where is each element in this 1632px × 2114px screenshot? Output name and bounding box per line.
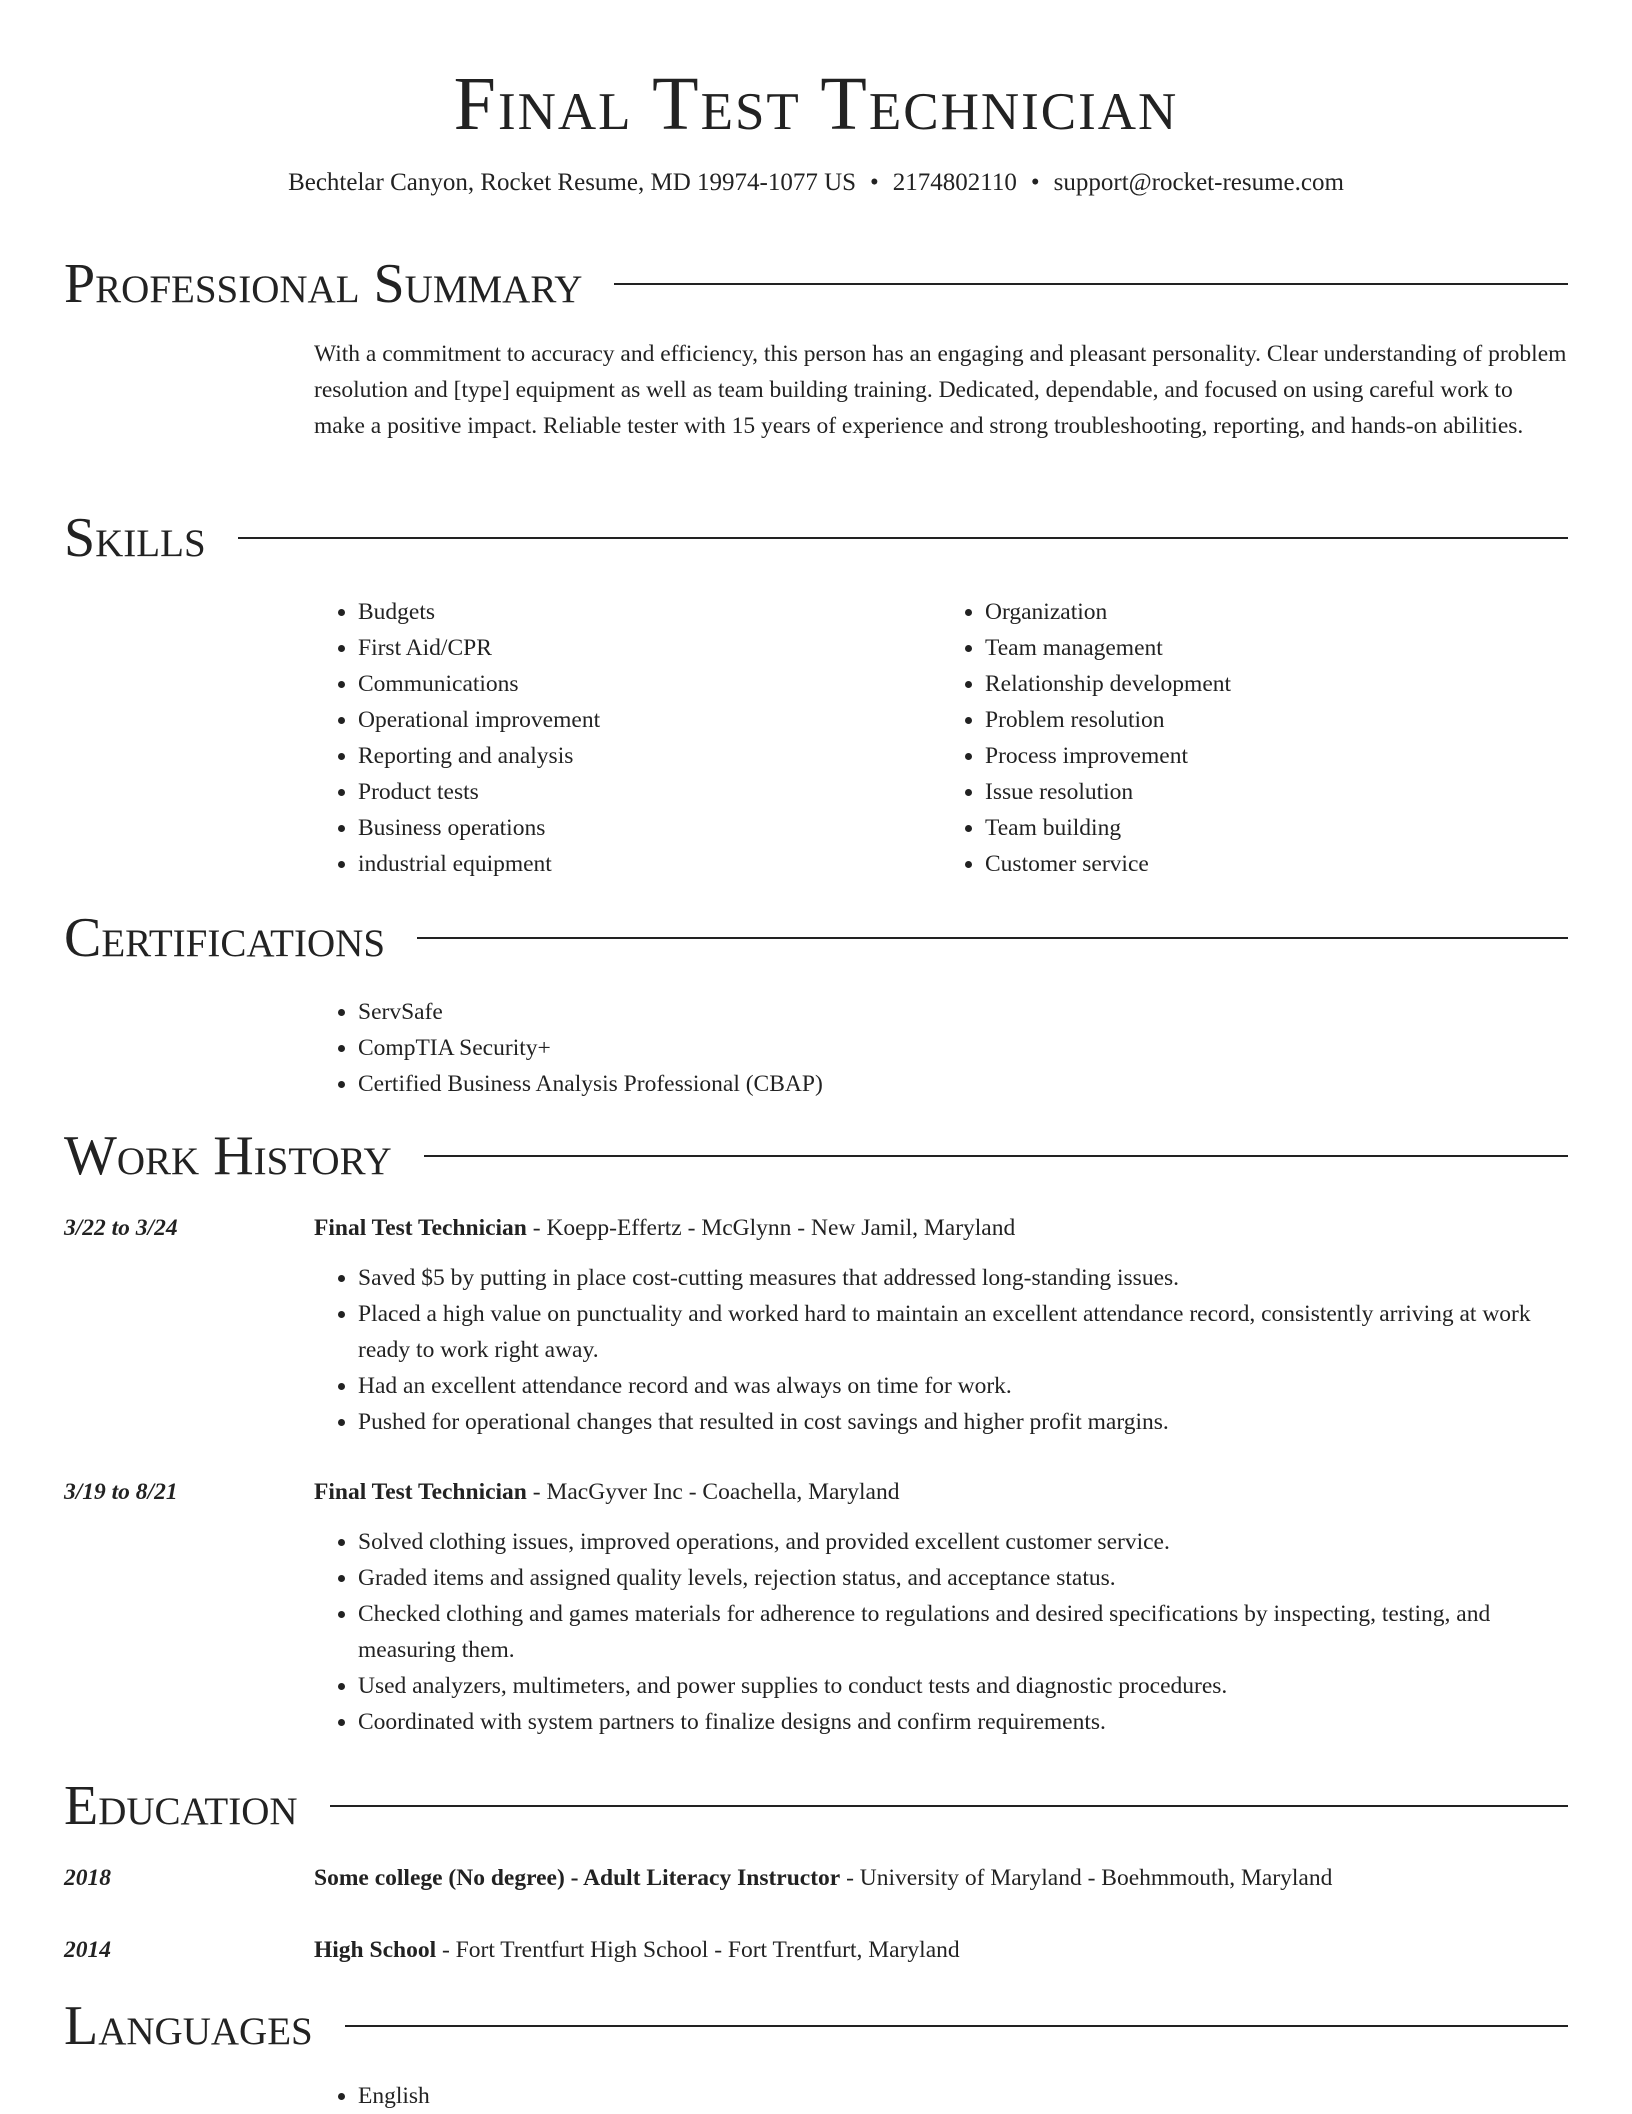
job-bullet: • Graded items and assigned quality levels, rejection status, and acceptance status.	[358, 1560, 1568, 1596]
work-history-header	[64, 1124, 1568, 1188]
education-school: - Fort Trentfurt High School - Fort Trentfurt, Maryland	[436, 1937, 960, 1963]
contact-email: support@rocket-resume.com	[1053, 169, 1344, 196]
education-year: 2014	[64, 1937, 111, 1963]
job-employer: - MacGyver Inc - Coachella, Maryland	[526, 1479, 900, 1505]
job-bullet: • Had an excellent attendance record and was always on time for work.	[358, 1368, 1568, 1404]
work-history-section	[64, 1124, 1568, 1740]
certifications-body	[314, 994, 1568, 1102]
skill-item: • Issue resolution	[985, 774, 1568, 810]
education-title: Education	[64, 1775, 298, 1837]
certifications-header	[64, 906, 1568, 970]
job-heading	[314, 1474, 1568, 1510]
job-employer: - Koepp-Effertz - McGlynn - New Jamil, Maryland	[526, 1215, 1016, 1241]
skill-item: • Product tests	[358, 774, 941, 810]
education-school: - University of Maryland - Boehmmouth, Maryland	[840, 1865, 1333, 1891]
job-header	[64, 1210, 1568, 1246]
work-history-title: Work History	[64, 1125, 392, 1187]
education-year: 2018	[64, 1865, 111, 1891]
skills-list-right	[941, 594, 1568, 882]
section-divider	[614, 283, 1568, 285]
contact-separator: •	[1030, 169, 1040, 196]
job-entry	[64, 1210, 1568, 1440]
languages-body	[314, 2078, 1568, 2114]
education-entry	[64, 1860, 1568, 1896]
job-title: Final Test Technician	[314, 1479, 527, 1505]
skill-item: • Problem resolution	[985, 702, 1568, 738]
section-divider	[345, 2025, 1568, 2027]
section-divider	[417, 937, 1568, 939]
certification-item: • Certified Business Analysis Professional (CBAP)	[358, 1066, 1568, 1102]
skill-item: • Business operations	[358, 810, 941, 846]
skill-item: • Team management	[985, 630, 1568, 666]
skills-title: Skills	[64, 507, 206, 569]
education-degree: Some college (No degree) - Adult Literacy Instructor	[314, 1865, 841, 1891]
section-divider	[238, 537, 1568, 539]
skill-item: • First Aid/CPR	[358, 630, 941, 666]
job-entry	[64, 1474, 1568, 1740]
summary-title: Professional Summary	[64, 253, 583, 315]
skill-item: • industrial equipment	[358, 846, 941, 882]
job-bullet: • Checked clothing and games materials for adherence to regulations and desired specifications by inspecting, testing, and measuring them.	[358, 1596, 1568, 1668]
certifications-title: Certifications	[64, 907, 386, 969]
skill-item: • Team building	[985, 810, 1568, 846]
job-dates: 3/19 to 8/21	[64, 1479, 178, 1505]
resume-name: Final Test Technician	[453, 62, 1179, 146]
skill-item: • Reporting and analysis	[358, 738, 941, 774]
skills-list-left	[314, 594, 941, 882]
job-bullet-list	[314, 1260, 1568, 1440]
languages-header	[64, 1994, 1568, 2058]
job-bullet: • Saved $5 by putting in place cost-cutting measures that addressed long-standing issues.	[358, 1260, 1568, 1296]
skill-item: • Organization	[985, 594, 1568, 630]
job-bullet: • Placed a high value on punctuality and worked hard to maintain an excellent attendance record, consistently arriving at work ready to work right away.	[358, 1296, 1568, 1368]
skills-header	[64, 506, 1568, 570]
job-bullet: • Coordinated with system partners to finalize designs and confirm requirements.	[358, 1704, 1568, 1740]
education-section	[64, 1774, 1568, 1968]
skills-columns	[314, 594, 1568, 882]
skill-item: • Budgets	[358, 594, 941, 630]
summary-section	[64, 252, 1568, 444]
skill-item: • Customer service	[985, 846, 1568, 882]
contact-address: Bechtelar Canyon, Rocket Resume, MD 19974-1077 US	[288, 169, 857, 196]
certifications-section	[64, 906, 1568, 1102]
job-bullet: • Pushed for operational changes that resulted in cost savings and higher profit margins.	[358, 1404, 1568, 1440]
summary-text: With a commitment to accuracy and efficiency, this person has an engaging and pleasant personality. Clear understanding of problem resolution and [type] equipment as well as team building training. Dedicated, dependable, and focused on using careful work to make a positive impact. Reliable tester with 15 years of experience and strong troubleshooting, reporting, and hands-on abilities.	[314, 341, 1567, 439]
contact-separator: •	[870, 169, 879, 196]
section-divider	[330, 1805, 1568, 1807]
section-divider	[424, 1155, 1568, 1157]
certifications-list	[314, 994, 1568, 1102]
contact-line	[0, 166, 1632, 200]
job-bullets	[314, 1524, 1568, 1740]
education-degree: High School	[314, 1937, 437, 1963]
job-heading	[314, 1210, 1568, 1246]
summary-header	[64, 252, 1568, 316]
education-heading	[314, 1860, 1568, 1896]
job-dates: 3/22 to 3/24	[64, 1215, 178, 1241]
education-heading	[314, 1932, 1568, 1968]
job-bullets	[314, 1260, 1568, 1440]
languages-list	[314, 2078, 1568, 2114]
languages-title: Languages	[64, 1995, 313, 2057]
skill-item: • Process improvement	[985, 738, 1568, 774]
certification-item: • ServSafe	[358, 994, 1568, 1030]
skill-item: • Relationship development	[985, 666, 1568, 702]
education-header	[64, 1774, 1568, 1838]
skills-section	[64, 506, 1568, 882]
job-bullet: • Solved clothing issues, improved operations, and provided excellent customer service.	[358, 1524, 1568, 1560]
job-header	[64, 1474, 1568, 1510]
contact-phone: 2174802110	[892, 169, 1017, 196]
skill-item: • Communications	[358, 666, 941, 702]
skill-item: • Operational improvement	[358, 702, 941, 738]
certification-item: • CompTIA Security+	[358, 1030, 1568, 1066]
education-entry	[64, 1932, 1568, 1968]
job-bullet-list	[314, 1524, 1568, 1740]
languages-section	[64, 1994, 1568, 2114]
job-bullet: • Used analyzers, multimeters, and power supplies to conduct tests and diagnostic procedures.	[358, 1668, 1568, 1704]
job-title: Final Test Technician	[314, 1215, 527, 1241]
language-item: • English	[358, 2078, 1568, 2114]
